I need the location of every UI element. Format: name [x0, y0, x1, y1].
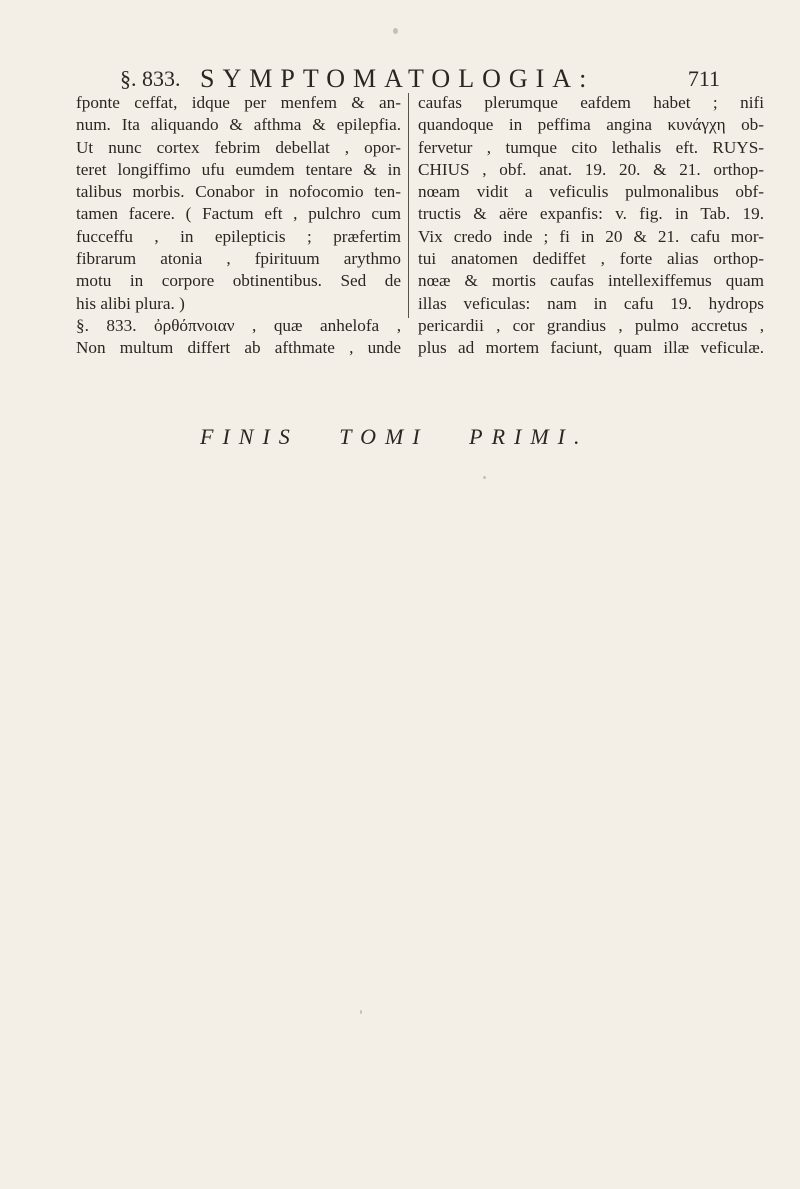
- text-line: nœam vidit a veficulis pulmonalibus obf-: [418, 182, 764, 202]
- text-line: fucceffu , in epilepticis ; præfertim: [76, 226, 401, 246]
- left-column: [76, 92, 401, 360]
- ink-speck: [483, 476, 486, 479]
- text-line: fponte ceffat, idque per menfem & an-: [76, 93, 401, 112]
- ink-speck: [393, 28, 398, 34]
- text-line: fibrarum atonia , fpirituum arythmo: [76, 249, 401, 269]
- text-line: CHIUS , obf. anat. 19. 20. & 21. orthop-: [418, 159, 764, 179]
- text-line: num. Ita aliquando & afthma & epilepfia.: [76, 115, 401, 135]
- right-column: [418, 92, 764, 360]
- text-line: §. 833. ὀρθόπνοιαν , quæ anhelofa ,: [76, 315, 401, 335]
- text-line: Non multum differt ab afthmate , unde: [76, 338, 401, 358]
- page-number: 711: [687, 66, 720, 91]
- finis-word: FINIS: [200, 424, 299, 449]
- text-line: nœæ & mortis caufas intellexiffemus quam: [418, 271, 764, 291]
- text-line: illas veficulas: nam in cafu 19. hydrops: [418, 293, 764, 313]
- text-line: plus ad mortem faciunt, quam illæ veficulæ.: [418, 338, 764, 358]
- column-divider: [408, 93, 409, 318]
- text-line: caufas plerumque eafdem habet ; nifi: [418, 93, 764, 112]
- text-line: motu in corpore obtinentibus. Sed de: [76, 271, 401, 291]
- text-line: tui anatomen dediffet , forte alias orthop-: [418, 249, 764, 269]
- section-number: §. 833.: [120, 66, 181, 91]
- tomi-word: TOMI: [339, 424, 429, 449]
- text-line: quandoque in peffima angina κυνάγχη ob-: [418, 115, 764, 135]
- finis-line: [200, 424, 660, 450]
- ink-speck: [360, 1010, 362, 1014]
- text-line: pericardii , cor grandius , pulmo accretus ,: [418, 315, 764, 335]
- text-line: his alibi plura. ): [76, 293, 185, 313]
- primi-word: PRIMI.: [469, 424, 589, 449]
- text-line: Ut nunc cortex febrim debellat , opor-: [76, 137, 401, 157]
- text-line: fervetur , tumque cito lethalis eft. RUYS-: [418, 137, 764, 157]
- text-line: talibus morbis. Conabor in nofocomio ten-: [76, 182, 401, 202]
- running-header: [120, 60, 720, 94]
- text-line: tamen facere. ( Factum eft , pulchro cum: [76, 204, 401, 224]
- text-line: tructis & aëre expanfis: v. fig. in Tab. 19.: [418, 204, 764, 224]
- text-line: Vix credo inde ; fi in 20 & 21. cafu mor-: [418, 226, 764, 246]
- running-title: SYMPTOMATOLOGIA:: [200, 64, 595, 93]
- text-line: teret longiffimo ufu eumdem tentare & in: [76, 159, 401, 179]
